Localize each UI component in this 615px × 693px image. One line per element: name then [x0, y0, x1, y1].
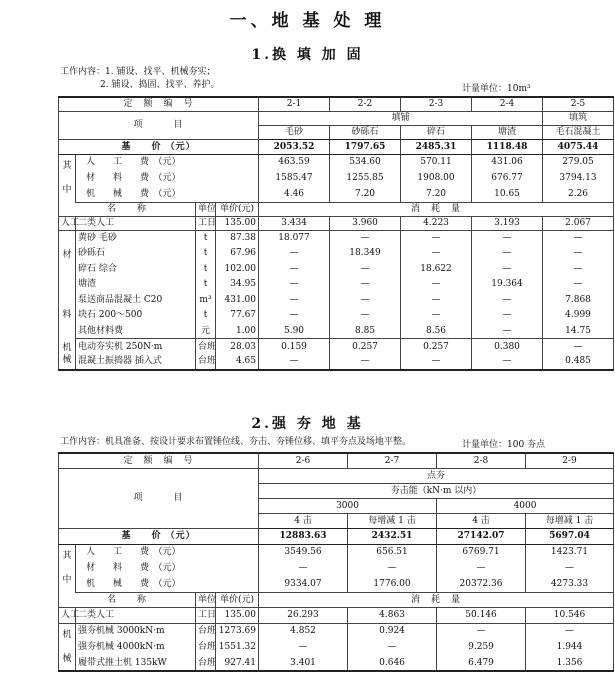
s1-base-price: 1797.65: [330, 139, 401, 154]
s1-material-unit: t: [196, 261, 216, 277]
s1-code: 2-4: [472, 97, 543, 111]
s1-item-label: 项 目: [59, 111, 259, 139]
s2-machine-value: 6.479: [437, 655, 526, 671]
s1-material-value: —: [472, 261, 543, 277]
s1-machine-value: 0.159: [259, 339, 330, 355]
s1-material-cat-top: 材: [62, 249, 72, 260]
s2-base-price: 12883.63: [259, 528, 348, 544]
s2-machine-cat-top: 机: [62, 629, 72, 640]
s1-material-value: —: [259, 261, 330, 277]
s1-machine-value: —: [259, 354, 330, 370]
s1-material-value: 18.622: [401, 261, 472, 277]
s1-material-name: 泵送商品混凝土 C20: [76, 292, 196, 308]
s1-material-value: —: [472, 323, 543, 339]
s2-machine-value: 3.401: [259, 655, 348, 671]
s2-machine-value: —: [259, 639, 348, 655]
section1-title: 1.换 填 加 固: [251, 47, 364, 63]
s1-labor-unit: 工日: [196, 216, 216, 230]
s2-base-price: 5697.04: [526, 528, 614, 544]
s1-material-cat-bottom: 料: [62, 309, 72, 320]
s2-labor-unit: 工日: [196, 607, 216, 623]
s2-machine-cat-bottom: 械: [62, 653, 72, 664]
s1-material-value: —: [401, 230, 472, 246]
s1-machine-cat-top: 机: [62, 342, 72, 353]
s1-machine-value: —: [543, 339, 614, 355]
s1-fee-label: 机 械 费 （元）: [76, 186, 259, 202]
s2-base-price: 2432.51: [348, 528, 437, 544]
s2-fee-value: 6769.71: [437, 544, 526, 560]
s1-material-name: 黄砂 毛砂: [76, 230, 196, 246]
s2-labor-name: 二类人工: [76, 607, 196, 623]
s2-side-label: [59, 544, 76, 592]
s2-machine-price: 1273.69: [216, 623, 259, 639]
s1-material-value: —: [543, 230, 614, 246]
s1-base-price: 2053.52: [259, 139, 330, 154]
s2-fee-value: 9334.07: [259, 576, 348, 592]
s1-material-value: 14.75: [543, 323, 614, 339]
s1-machine-value: —: [330, 354, 401, 370]
s1-material-unit: m³: [196, 292, 216, 308]
s1-fee-value: 1255.85: [330, 170, 401, 186]
s1-machine-value: —: [472, 354, 543, 370]
s2-fee-value: —: [348, 560, 437, 576]
s1-labor-price: 135.00: [216, 216, 259, 230]
s2-machine-unit: 台班: [196, 623, 216, 639]
section1-work-line1: 工作内容：1. 铺设、找平、机械夯实；: [60, 67, 216, 77]
s2-fee-value: 4273.33: [526, 576, 614, 592]
s2-fee-value: —: [259, 560, 348, 576]
s1-material-value: —: [330, 308, 401, 324]
s1-material-name: 碎石 综合: [76, 261, 196, 277]
s1-material-unit: t: [196, 277, 216, 293]
s1-side-label: [59, 154, 76, 202]
s2-energy-3000: 3000: [259, 498, 437, 513]
s1-material-value: —: [543, 277, 614, 293]
s2-side-qi: 其: [62, 551, 72, 562]
s1-material-price: 87.38: [216, 230, 259, 246]
s1-labor-cat: 人工: [59, 216, 76, 230]
s1-material-unit: t: [196, 308, 216, 324]
s1-machine-value: 0.257: [401, 339, 472, 355]
s1-name-header: 名 称: [59, 202, 196, 216]
s2-base-price-label: 基 价 （元）: [59, 528, 259, 544]
s1-machine-cat: [59, 339, 76, 370]
s1-group1: 填铺: [259, 111, 543, 125]
s1-labor-value: 3.193: [472, 216, 543, 230]
s2-labor-value: 50.146: [437, 607, 526, 623]
s1-labor-value: 4.223: [401, 216, 472, 230]
s1-material-value: —: [401, 292, 472, 308]
s1-machine-value: 0.380: [472, 339, 543, 355]
s1-machine-value: 0.485: [543, 354, 614, 370]
s1-fee-label: 人 工 费 （元）: [76, 154, 259, 170]
s1-fee-label: 材 料 费 （元）: [76, 170, 259, 186]
s1-labor-value: 2.067: [543, 216, 614, 230]
s1-unit-header: 单位: [196, 202, 216, 216]
s2-fee-value: 656.51: [348, 544, 437, 560]
section2-work: 工作内容：机具准备、按设计要求布置锤位线、夯击、夯锤位移、填平夯点及场地平整。: [60, 437, 412, 447]
s2-fee-value: 3549.56: [259, 544, 348, 560]
s2-subheader: 4 击: [259, 513, 348, 528]
s1-fee-value: 10.65: [472, 186, 543, 202]
s2-machine-name: 强夯机械 4000kN·m: [76, 639, 196, 655]
s1-material-value: —: [330, 292, 401, 308]
s2-machine-value: —: [526, 623, 614, 639]
s1-subheader: 毛石混凝土: [543, 125, 614, 139]
s2-machine-value: 9.259: [437, 639, 526, 655]
s1-material-value: —: [543, 261, 614, 277]
s1-fee-value: 2.26: [543, 186, 614, 202]
s1-material-name: 其他材料费: [76, 323, 196, 339]
s1-fee-value: 279.05: [543, 154, 614, 170]
s1-material-price: 431.00: [216, 292, 259, 308]
s1-price-header: 单价(元): [216, 202, 259, 216]
s1-material-value: —: [259, 277, 330, 293]
s1-subheader: 毛砂: [259, 125, 330, 139]
s1-fee-value: 570.11: [401, 154, 472, 170]
s1-material-value: —: [543, 246, 614, 262]
section2-unit: 计量单位：100 夯点: [462, 440, 546, 450]
s2-energy: 夯击能（kN·m 以内）: [259, 483, 614, 498]
s1-material-value: —: [259, 246, 330, 262]
s2-machine-unit: 台班: [196, 655, 216, 671]
s2-labor-value: 4.863: [348, 607, 437, 623]
s2-subheader: 4 击: [437, 513, 526, 528]
s1-material-cat: [59, 230, 76, 339]
s1-material-value: —: [401, 246, 472, 262]
s1-quota-label: 定 额 编 号: [59, 97, 259, 111]
s1-material-unit: t: [196, 246, 216, 262]
s1-machine-value: 0.257: [330, 339, 401, 355]
s1-material-value: —: [401, 277, 472, 293]
section1-work-line2: 2. 铺设、捣固、找平、养护。: [100, 80, 220, 90]
s1-fee-value: 534.60: [330, 154, 401, 170]
s1-fee-value: 4.46: [259, 186, 330, 202]
s1-consume-header: 消 耗 量: [259, 202, 614, 216]
s2-labor-value: 10.546: [526, 607, 614, 623]
s2-fee-value: —: [526, 560, 614, 576]
s2-machine-name: 履带式推土机 135kW: [76, 655, 196, 671]
s1-fee-value: 676.77: [472, 170, 543, 186]
s1-machine-price: 4.65: [216, 354, 259, 370]
s1-labor-value: 3.434: [259, 216, 330, 230]
s1-machine-value: —: [401, 354, 472, 370]
s2-subheader: 每增减 1 击: [348, 513, 437, 528]
s1-side-zhong: 中: [62, 185, 72, 196]
s1-material-value: 18.077: [259, 230, 330, 246]
s1-machine-name: 电动夯实机 250N·m: [76, 339, 196, 355]
s1-material-unit: t: [196, 230, 216, 246]
chapter-title: 一、地 基 处 理: [229, 11, 386, 31]
s1-material-price: 67.96: [216, 246, 259, 262]
s1-code: 2-3: [401, 97, 472, 111]
s1-subheader: 砂砾石: [330, 125, 401, 139]
s1-code: 2-5: [543, 97, 614, 111]
s1-material-name: 塘渣: [76, 277, 196, 293]
s1-fee-value: 1585.47: [259, 170, 330, 186]
s1-material-unit: 元: [196, 323, 216, 339]
s1-machine-cat-bottom: 械: [62, 354, 72, 365]
s2-machine-value: 0.646: [348, 655, 437, 671]
s1-material-price: 34.95: [216, 277, 259, 293]
s2-machine-name: 强夯机械 3000kN·m: [76, 623, 196, 639]
s1-material-value: —: [330, 261, 401, 277]
s2-price-header: 单价(元): [216, 592, 259, 607]
s2-machine-value: 1.356: [526, 655, 614, 671]
s1-base-price-label: 基 价 （元）: [59, 139, 259, 154]
s2-machine-value: —: [437, 623, 526, 639]
s2-machine-price: 1551.32: [216, 639, 259, 655]
s2-fee-value: 1776.00: [348, 576, 437, 592]
s1-material-value: 4.999: [543, 308, 614, 324]
s2-fee-value: 20372.36: [437, 576, 526, 592]
s2-name-header: 名 称: [59, 592, 196, 607]
s2-machine-value: —: [348, 639, 437, 655]
s1-material-value: 5.90: [259, 323, 330, 339]
s1-fee-value: 431.06: [472, 154, 543, 170]
s1-machine-name: 混凝土振捣器 插入式: [76, 354, 196, 370]
s1-code: 2-2: [330, 97, 401, 111]
s1-material-value: —: [472, 308, 543, 324]
s1-material-value: —: [472, 230, 543, 246]
s1-fee-value: 7.20: [330, 186, 401, 202]
s1-material-value: —: [401, 308, 472, 324]
s2-labor-price: 135.00: [216, 607, 259, 623]
s1-material-price: 1.00: [216, 323, 259, 339]
s1-labor-name: 二类人工: [76, 216, 196, 230]
section1-unit: 计量单位：10m³: [462, 84, 531, 94]
s2-energy-4000: 4000: [437, 498, 614, 513]
s1-material-value: —: [472, 246, 543, 262]
s2-machine-value: 0.924: [348, 623, 437, 639]
s2-unit-header: 单位: [196, 592, 216, 607]
s1-material-value: —: [472, 292, 543, 308]
s1-material-value: —: [330, 277, 401, 293]
s1-subheader: 塘渣: [472, 125, 543, 139]
s1-material-value: —: [330, 230, 401, 246]
s1-labor-value: 3.960: [330, 216, 401, 230]
s2-fee-value: 1423.71: [526, 544, 614, 560]
s1-fee-value: 463.59: [259, 154, 330, 170]
s1-material-price: 102.00: [216, 261, 259, 277]
s1-base-price: 2485.31: [401, 139, 472, 154]
section2-title: 2.强 夯 地 基: [251, 416, 364, 432]
s2-code: 2-9: [526, 453, 614, 468]
s1-material-value: 7.868: [543, 292, 614, 308]
s2-fee-value: —: [437, 560, 526, 576]
s2-machine-cat: [59, 623, 76, 671]
s1-group2: 填筑: [543, 111, 614, 125]
s2-code: 2-8: [437, 453, 526, 468]
s1-material-value: 8.56: [401, 323, 472, 339]
s1-material-value: —: [259, 308, 330, 324]
s1-fee-value: 1908.00: [401, 170, 472, 186]
s1-subheader: 碎石: [401, 125, 472, 139]
s1-material-value: 19.364: [472, 277, 543, 293]
s2-quota-label: 定 额 编 号: [59, 453, 259, 468]
s2-consume-header: 消 耗 量: [259, 592, 614, 607]
s1-material-value: 8.85: [330, 323, 401, 339]
s1-material-name: 砂砾石: [76, 246, 196, 262]
s2-item-label: 项 目: [59, 468, 259, 528]
s2-subheader: 每增减 1 击: [526, 513, 614, 528]
s2-fee-label: 材 料 费 （元）: [76, 560, 259, 576]
s1-machine-unit: 台班: [196, 354, 216, 370]
section2-table: [58, 452, 614, 672]
s2-side-zhong: 中: [62, 575, 72, 586]
s1-code: 2-1: [259, 97, 330, 111]
s2-group: 点夯: [259, 468, 614, 483]
s2-labor-value: 26.293: [259, 607, 348, 623]
s2-machine-value: 1.944: [526, 639, 614, 655]
s1-material-price: 77.67: [216, 308, 259, 324]
s2-fee-label: 机 械 费 （元）: [76, 576, 259, 592]
s2-machine-value: 4.852: [259, 623, 348, 639]
s2-labor-cat: 人工: [59, 607, 76, 623]
s1-material-name: 块石 200～500: [76, 308, 196, 324]
s2-machine-price: 927.41: [216, 655, 259, 671]
s2-base-price: 27142.07: [437, 528, 526, 544]
s1-material-value: —: [259, 292, 330, 308]
s2-fee-label: 人 工 费 （元）: [76, 544, 259, 560]
s1-side-qi: 其: [62, 161, 72, 172]
s1-material-value: 18.349: [330, 246, 401, 262]
s1-fee-value: 3794.13: [543, 170, 614, 186]
s1-machine-price: 28.03: [216, 339, 259, 355]
s2-machine-unit: 台班: [196, 639, 216, 655]
s2-code: 2-6: [259, 453, 348, 468]
s1-fee-value: 7.20: [401, 186, 472, 202]
s1-base-price: 4075.44: [543, 139, 614, 154]
s1-machine-unit: 台班: [196, 339, 216, 355]
s2-code: 2-7: [348, 453, 437, 468]
section1-table: [58, 96, 614, 371]
s1-base-price: 1118.48: [472, 139, 543, 154]
